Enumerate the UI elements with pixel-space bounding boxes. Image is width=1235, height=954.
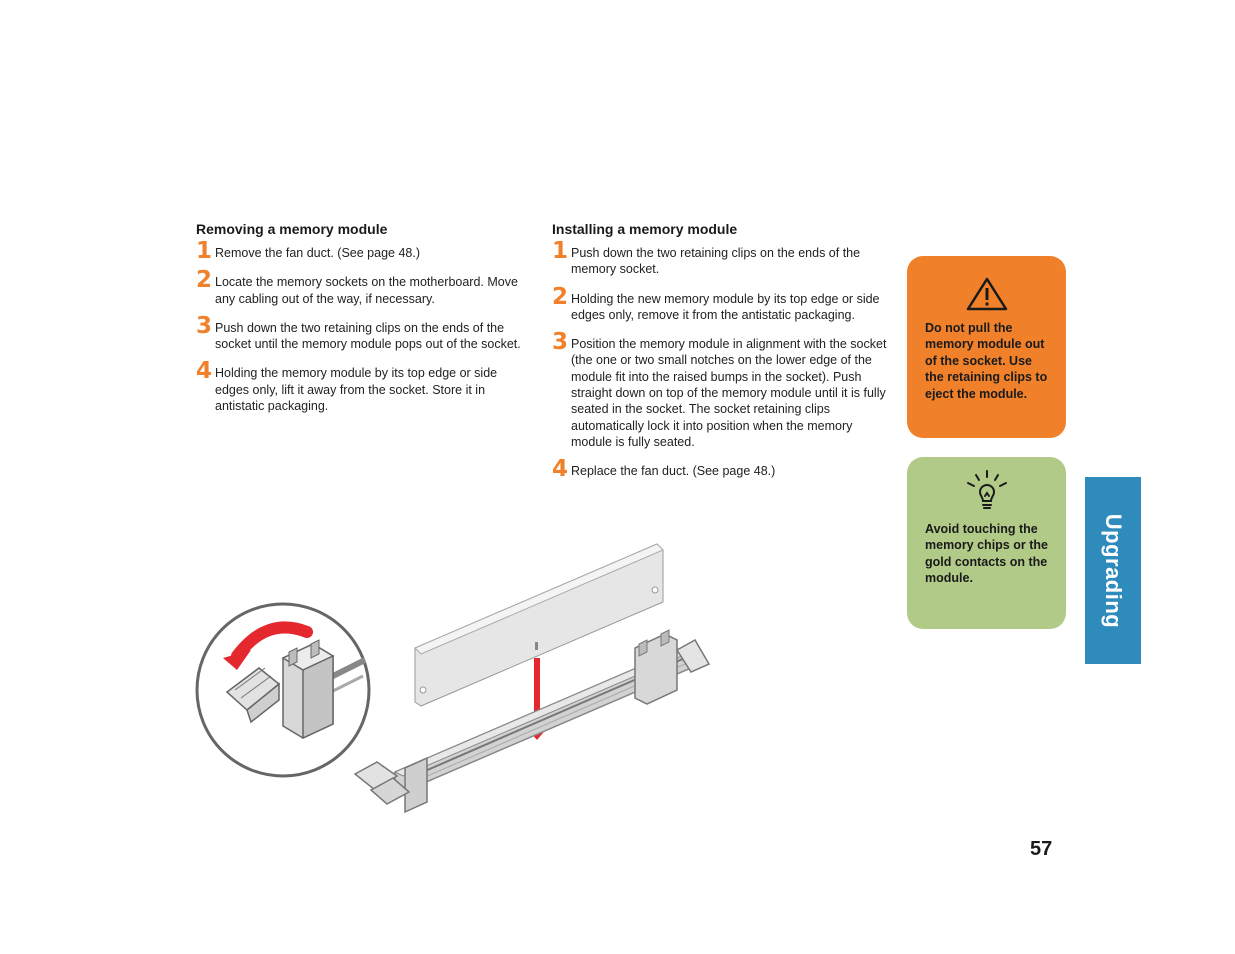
installing-step-2	[552, 283, 892, 324]
step-number: 3	[552, 329, 569, 356]
section-tab-label: Upgrading	[1101, 513, 1126, 628]
step-number: 3	[196, 312, 213, 339]
installing-step-3	[552, 329, 892, 450]
memory-module-illustration	[195, 540, 725, 820]
step-text: Position the memory module in alignment with the socket (the one or two small notches on the lower edge of the module fit into the raised bumps in the socket). Push straight down on top of the memory module until it is fully seated in the socket. The socket retaining clips automatically lock it into position when the memory module is fully seated.	[571, 337, 887, 449]
clip-detail-magnifier	[197, 604, 369, 776]
warning-callout	[907, 256, 1066, 438]
warning-text: Do not pull the memory module out of the socket. Use the retaining clips to eject the module.	[925, 321, 1048, 401]
step-text: Holding the new memory module by its top edge or side edges only, remove it from the antistatic packaging.	[571, 291, 880, 322]
tip-callout	[907, 457, 1066, 629]
step-text: Locate the memory sockets on the motherboard. Move any cabling out of the way, if necessary.	[215, 275, 518, 306]
page-number: 57	[1030, 838, 1053, 860]
step-number: 2	[196, 267, 213, 294]
installing-heading: Installing a memory module	[552, 221, 738, 237]
installing-section	[552, 221, 892, 493]
warning-triangle-icon	[965, 276, 1009, 312]
step-number: 4	[552, 456, 569, 483]
step-text: Push down the two retaining clips on the ends of the socket until the memory module pops out of the socket.	[215, 320, 521, 352]
removing-heading: Removing a memory module	[196, 221, 388, 237]
installing-step-4	[552, 456, 892, 483]
lightbulb-icon	[964, 469, 1010, 513]
installing-step-1	[552, 238, 892, 278]
tip-text: Avoid touching the memory chips or the gold contacts on the module.	[925, 522, 1048, 586]
step-text: Replace the fan duct. (See page 48.)	[571, 464, 776, 479]
removing-section	[196, 221, 526, 427]
removing-step-3	[196, 312, 526, 353]
step-text: Remove the fan duct. (See page 48.)	[215, 246, 420, 260]
step-text: Holding the memory module by its top edge or side edges only, lift it away from the socket. Store it in antistatic packaging.	[215, 366, 498, 414]
step-number: 2	[552, 283, 569, 310]
step-number: 4	[196, 358, 213, 385]
step-text: Push down the two retaining clips on the ends of the memory socket.	[571, 246, 861, 277]
removing-step-1	[196, 238, 526, 264]
step-number: 1	[196, 238, 213, 264]
removing-step-2	[196, 267, 526, 307]
section-tab	[1085, 477, 1141, 664]
removing-step-4	[196, 358, 526, 414]
step-number: 1	[552, 238, 569, 264]
